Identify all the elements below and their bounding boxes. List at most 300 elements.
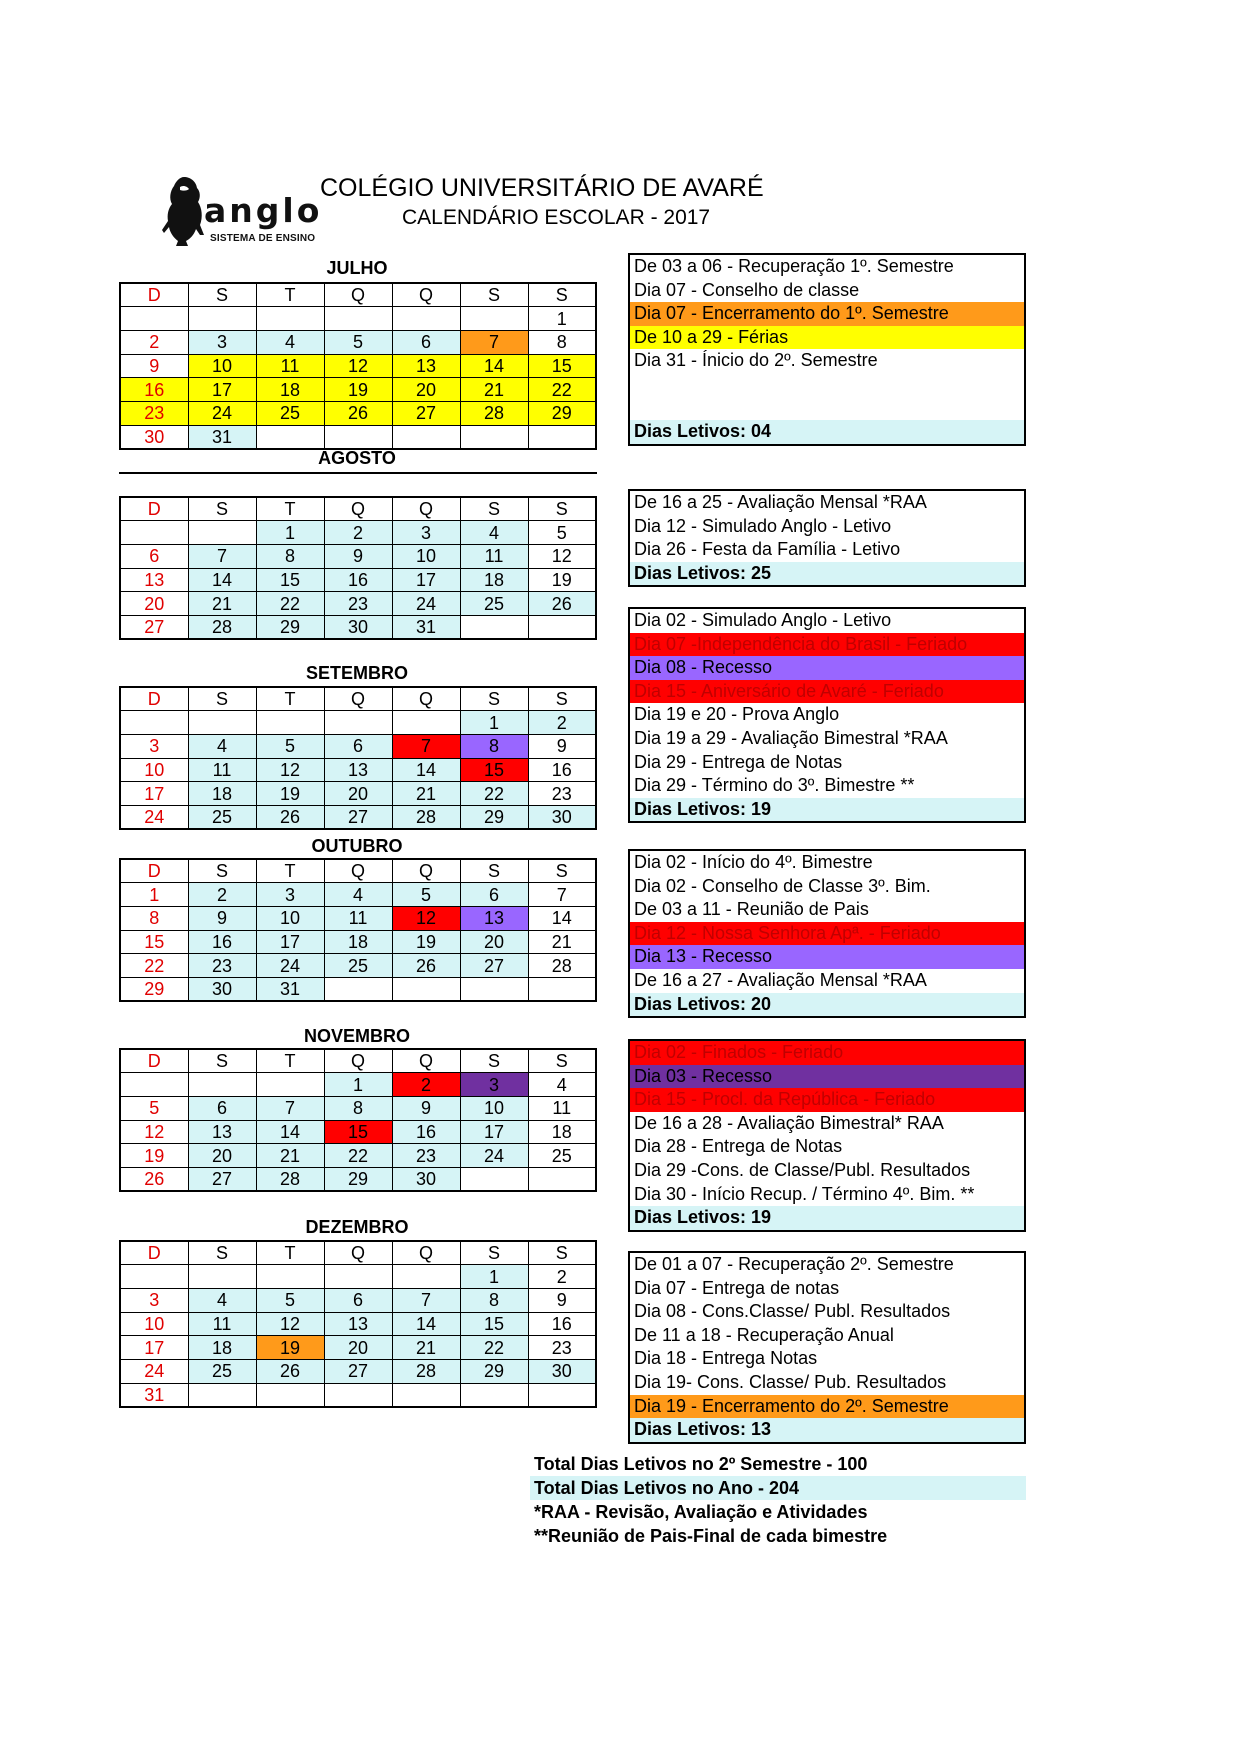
weekday-header: D (120, 687, 188, 711)
day-cell: 10 (256, 906, 324, 930)
weekday-header: Q (392, 687, 460, 711)
month-title: NOVEMBRO (303, 1026, 410, 1046)
day-cell: 7 (256, 1096, 324, 1120)
day-cell: 10 (120, 758, 188, 782)
day-cell: 10 (460, 1096, 528, 1120)
day-cell: 18 (188, 1336, 256, 1360)
event-item: Dia 08 - Recesso (630, 656, 1024, 680)
day-cell: 3 (460, 1073, 528, 1097)
empty-cell (324, 307, 392, 331)
day-cell: 11 (256, 354, 324, 378)
day-cell: 9 (120, 354, 188, 378)
week-row (120, 1073, 596, 1097)
day-cell: 3 (188, 330, 256, 354)
day-cell: 29 (120, 977, 188, 1001)
week-row (120, 734, 596, 758)
weekday-header: S (528, 283, 596, 307)
day-cell: 21 (256, 1144, 324, 1168)
day-cell: 14 (460, 354, 528, 378)
day-cell: 13 (324, 1312, 392, 1336)
lion-logo-icon (160, 175, 208, 247)
empty-cell (120, 307, 188, 331)
day-cell: 28 (188, 615, 256, 639)
empty-cell (256, 1073, 324, 1097)
weekday-header: Q (324, 859, 392, 883)
weekday-header: Q (392, 1049, 460, 1073)
empty-cell (460, 615, 528, 639)
day-cell: 17 (392, 568, 460, 592)
month-divider (119, 472, 597, 474)
day-cell: 11 (188, 758, 256, 782)
day-cell: 24 (120, 805, 188, 829)
empty-cell (528, 425, 596, 449)
day-cell: 27 (324, 805, 392, 829)
day-cell: 14 (392, 1312, 460, 1336)
week-row (120, 906, 596, 930)
day-cell: 19 (120, 1144, 188, 1168)
event-item: Dia 19 a 29 - Avaliação Bimestral *RAA (634, 727, 948, 748)
day-cell: 20 (120, 592, 188, 616)
day-cell: 26 (120, 1167, 188, 1191)
day-cell: 22 (528, 378, 596, 402)
day-cell: 22 (460, 1336, 528, 1360)
weekday-header: S (188, 283, 256, 307)
day-cell: 18 (460, 568, 528, 592)
weekday-header: T (256, 283, 324, 307)
day-cell: 25 (188, 805, 256, 829)
day-cell: 15 (256, 568, 324, 592)
day-cell: 14 (392, 758, 460, 782)
day-cell: 20 (392, 378, 460, 402)
week-row (120, 1144, 596, 1168)
week-row (120, 544, 596, 568)
dias-letivos: Dias Letivos: 20 (630, 993, 1024, 1017)
empty-cell (324, 425, 392, 449)
day-cell: 24 (188, 401, 256, 425)
day-cell: 21 (392, 1336, 460, 1360)
event-box (628, 607, 1026, 823)
day-cell: 16 (528, 758, 596, 782)
day-cell: 7 (460, 330, 528, 354)
week-row (120, 568, 596, 592)
day-cell: 15 (528, 354, 596, 378)
event-item: De 16 a 25 - Avaliação Mensal *RAA (634, 492, 927, 512)
week-row (120, 1336, 596, 1360)
month-title: JULHO (326, 258, 388, 278)
weekday-header: Q (324, 497, 392, 521)
event-item: De 16 a 28 - Avaliação Bimestral* RAA (634, 1112, 944, 1133)
empty-cell (324, 1383, 392, 1407)
empty-cell (528, 615, 596, 639)
total-year: Total Dias Letivos no Ano - 204 (530, 1476, 1026, 1500)
day-cell: 27 (120, 615, 188, 639)
weekday-header: S (188, 1241, 256, 1265)
day-cell: 2 (120, 330, 188, 354)
day-cell: 9 (188, 906, 256, 930)
day-cell: 6 (324, 1288, 392, 1312)
logo-subtitle: SISTEMA DE ENSINO (210, 233, 316, 244)
week-row (120, 1288, 596, 1312)
day-cell: 12 (324, 354, 392, 378)
day-cell: 5 (324, 330, 392, 354)
week-row (120, 1265, 596, 1289)
day-cell: 28 (460, 401, 528, 425)
day-cell: 15 (120, 930, 188, 954)
week-row (120, 782, 596, 806)
day-cell: 21 (460, 378, 528, 402)
weekday-header-row (120, 283, 596, 307)
event-item: Dia 29 -Cons. de Classe/Publ. Resultados (634, 1159, 971, 1180)
day-cell: 4 (528, 1073, 596, 1097)
week-row (120, 805, 596, 829)
weekday-header: S (460, 1049, 528, 1073)
event-item: Dia 03 - Recesso (630, 1065, 1024, 1089)
weekday-header: S (528, 1241, 596, 1265)
weekday-header: S (528, 687, 596, 711)
empty-cell (528, 1167, 596, 1191)
weekday-header: S (528, 1049, 596, 1073)
empty-cell (324, 977, 392, 1001)
day-cell: 22 (324, 1144, 392, 1168)
note-reuniao: **Reunião de Pais-Final de cada bimestre (534, 1526, 888, 1546)
day-cell: 28 (528, 954, 596, 978)
empty-cell (324, 711, 392, 735)
week-row (120, 1383, 596, 1407)
event-item: Dia 28 - Entrega de Notas (634, 1136, 843, 1157)
event-item: Dia 29 - Entrega de Notas (634, 751, 843, 772)
week-row (120, 1359, 596, 1383)
day-cell: 21 (188, 592, 256, 616)
day-cell: 25 (324, 954, 392, 978)
weekday-header: S (460, 497, 528, 521)
month-grid (119, 1048, 597, 1192)
day-cell: 8 (460, 1288, 528, 1312)
month-grid (119, 282, 597, 450)
day-cell: 14 (188, 568, 256, 592)
empty-cell (460, 1167, 528, 1191)
day-cell: 1 (460, 1265, 528, 1289)
day-cell: 9 (324, 544, 392, 568)
day-cell: 6 (392, 330, 460, 354)
day-cell: 29 (528, 401, 596, 425)
week-row (120, 954, 596, 978)
week-row (120, 425, 596, 449)
month-grid (119, 858, 597, 1002)
empty-cell (188, 711, 256, 735)
day-cell: 24 (460, 1144, 528, 1168)
weekday-header: T (256, 497, 324, 521)
empty-cell (120, 1265, 188, 1289)
totals-block (530, 1452, 1026, 1548)
week-row (120, 521, 596, 545)
weekday-header: D (120, 283, 188, 307)
day-cell: 31 (120, 1383, 188, 1407)
event-item: Dia 15 - Procl. da República - Feriado (630, 1088, 1024, 1112)
empty-cell (460, 425, 528, 449)
event-item: De 03 a 11 - Reunião de Pais (634, 899, 869, 920)
weekday-header: T (256, 1049, 324, 1073)
day-cell: 18 (256, 378, 324, 402)
empty-cell (188, 521, 256, 545)
day-cell: 15 (460, 758, 528, 782)
day-cell: 27 (392, 401, 460, 425)
event-item: Dia 07 -Independência do Brasil - Feriado (630, 633, 1024, 657)
day-cell: 19 (256, 782, 324, 806)
event-item: De 03 a 06 - Recuperação 1º. Semestre (634, 256, 954, 276)
event-item: Dia 02 - Conselho de Classe 3º. Bim. (634, 875, 931, 896)
day-cell: 13 (188, 1120, 256, 1144)
day-cell: 13 (120, 568, 188, 592)
weekday-header: S (460, 283, 528, 307)
day-cell: 28 (392, 805, 460, 829)
day-cell: 6 (460, 883, 528, 907)
weekday-header: Q (324, 687, 392, 711)
weekday-header: D (120, 859, 188, 883)
weekday-header: S (188, 859, 256, 883)
day-cell: 10 (188, 354, 256, 378)
empty-cell (256, 425, 324, 449)
empty-cell (188, 1073, 256, 1097)
anglo-logo (160, 175, 323, 250)
weekday-header: T (256, 1241, 324, 1265)
weekday-header-row (120, 1241, 596, 1265)
event-item: Dia 19- Cons. Classe/ Pub. Resultados (634, 1371, 947, 1392)
event-item: Dia 31 - Ínicio do 2º. Semestre (634, 350, 878, 371)
school-name: COLÉGIO UNIVERSITÁRIO DE AVARÉ (320, 174, 764, 202)
day-cell: 23 (528, 1336, 596, 1360)
weekday-header: S (460, 1241, 528, 1265)
day-cell: 23 (392, 1144, 460, 1168)
event-item: Dia 15 - Aniversário de Avaré - Feriado (630, 680, 1024, 704)
weekday-header: T (256, 859, 324, 883)
day-cell: 18 (188, 782, 256, 806)
day-cell: 11 (188, 1312, 256, 1336)
day-cell: 12 (392, 906, 460, 930)
day-cell: 25 (188, 1359, 256, 1383)
day-cell: 4 (188, 734, 256, 758)
weekday-header: Q (392, 859, 460, 883)
day-cell: 31 (188, 425, 256, 449)
day-cell: 31 (256, 977, 324, 1001)
day-cell: 11 (324, 906, 392, 930)
day-cell: 4 (188, 1288, 256, 1312)
total-semester: Total Dias Letivos no 2º Semestre - 100 (534, 1454, 868, 1474)
event-item: Dia 02 - Simulado Anglo - Letivo (634, 610, 892, 630)
day-cell: 24 (120, 1359, 188, 1383)
week-row (120, 615, 596, 639)
day-cell: 5 (392, 883, 460, 907)
day-cell: 3 (256, 883, 324, 907)
day-cell: 9 (528, 1288, 596, 1312)
empty-cell (460, 977, 528, 1001)
day-cell: 23 (120, 401, 188, 425)
day-cell: 20 (460, 930, 528, 954)
day-cell: 10 (392, 544, 460, 568)
empty-cell (528, 1383, 596, 1407)
empty-cell (256, 1265, 324, 1289)
event-item: De 16 a 27 - Avaliação Mensal *RAA (634, 969, 927, 990)
day-cell: 5 (120, 1096, 188, 1120)
event-item: Dia 19 - Encerramento do 2º. Semestre (630, 1395, 1024, 1419)
weekday-header: S (188, 497, 256, 521)
day-cell: 13 (392, 354, 460, 378)
week-row (120, 354, 596, 378)
day-cell: 15 (324, 1120, 392, 1144)
event-item: Dia 30 - Início Recup. / Término 4º. Bim. ** (634, 1183, 975, 1204)
day-cell: 27 (324, 1359, 392, 1383)
day-cell: 28 (256, 1167, 324, 1191)
day-cell: 29 (256, 615, 324, 639)
empty-cell (392, 711, 460, 735)
day-cell: 14 (528, 906, 596, 930)
day-cell: 16 (120, 378, 188, 402)
dias-letivos: Dias Letivos: 19 (630, 798, 1024, 822)
calendar-title: CALENDÁRIO ESCOLAR - 2017 (402, 206, 711, 229)
day-cell: 4 (324, 883, 392, 907)
day-cell: 30 (324, 615, 392, 639)
empty-cell (392, 1265, 460, 1289)
day-cell: 22 (120, 954, 188, 978)
week-row (120, 401, 596, 425)
event-item: Dia 29 - Término do 3º. Bimestre ** (634, 775, 915, 796)
weekday-header-row (120, 859, 596, 883)
note-raa: *RAA - Revisão, Avaliação e Atividades (534, 1502, 868, 1522)
day-cell: 12 (528, 544, 596, 568)
day-cell: 8 (528, 330, 596, 354)
day-cell: 30 (392, 1167, 460, 1191)
day-cell: 19 (528, 568, 596, 592)
month-title: AGOSTO (318, 448, 396, 468)
day-cell: 10 (120, 1312, 188, 1336)
empty-cell (392, 425, 460, 449)
day-cell: 12 (120, 1120, 188, 1144)
day-cell: 26 (528, 592, 596, 616)
day-cell: 17 (120, 782, 188, 806)
event-item: De 11 a 18 - Recuperação Anual (634, 1324, 894, 1345)
weekday-header: Q (324, 1049, 392, 1073)
weekday-header: Q (324, 283, 392, 307)
day-cell: 12 (256, 1312, 324, 1336)
event-item: Dia 12 - Simulado Anglo - Letivo (634, 515, 892, 536)
event-item: De 10 a 29 - Férias (630, 326, 1024, 350)
day-cell: 26 (324, 401, 392, 425)
dias-letivos: Dias Letivos: 04 (630, 420, 1024, 444)
day-cell: 8 (120, 906, 188, 930)
day-cell: 20 (324, 782, 392, 806)
event-item (630, 397, 1024, 421)
event-box (628, 489, 1026, 587)
day-cell: 25 (256, 401, 324, 425)
month-grid (119, 1240, 597, 1408)
event-item: Dia 13 - Recesso (630, 945, 1024, 969)
day-cell: 13 (460, 906, 528, 930)
day-cell: 2 (392, 1073, 460, 1097)
day-cell: 17 (120, 1336, 188, 1360)
event-item: Dia 12 - Nossa Senhora Apª. - Feriado (630, 922, 1024, 946)
day-cell: 25 (528, 1144, 596, 1168)
week-row (120, 592, 596, 616)
day-cell: 8 (324, 1096, 392, 1120)
day-cell: 5 (256, 1288, 324, 1312)
week-row (120, 977, 596, 1001)
day-cell: 2 (188, 883, 256, 907)
day-cell: 1 (460, 711, 528, 735)
empty-cell (256, 711, 324, 735)
day-cell: 6 (324, 734, 392, 758)
day-cell: 30 (528, 1359, 596, 1383)
event-box (628, 253, 1026, 446)
week-row (120, 930, 596, 954)
day-cell: 30 (120, 425, 188, 449)
day-cell: 30 (528, 805, 596, 829)
week-row (120, 378, 596, 402)
weekday-header: D (120, 1049, 188, 1073)
event-item: Dia 07 - Entrega de notas (634, 1277, 840, 1298)
event-item: Dia 08 - Cons.Classe/ Publ. Resultados (634, 1301, 951, 1322)
day-cell: 19 (324, 378, 392, 402)
day-cell: 11 (528, 1096, 596, 1120)
day-cell: 2 (528, 711, 596, 735)
day-cell: 9 (528, 734, 596, 758)
day-cell: 26 (256, 1359, 324, 1383)
day-cell: 21 (392, 782, 460, 806)
day-cell: 16 (324, 568, 392, 592)
event-box (628, 1251, 1026, 1444)
day-cell: 2 (528, 1265, 596, 1289)
day-cell: 6 (120, 544, 188, 568)
day-cell: 7 (392, 734, 460, 758)
weekday-header: S (528, 497, 596, 521)
event-item: Dia 02 - Finados - Feriado (630, 1041, 1024, 1065)
day-cell: 28 (392, 1359, 460, 1383)
day-cell: 7 (392, 1288, 460, 1312)
day-cell: 26 (256, 805, 324, 829)
logo-wordmark: anglo (204, 191, 323, 230)
empty-cell (324, 1265, 392, 1289)
day-cell: 27 (460, 954, 528, 978)
day-cell: 13 (324, 758, 392, 782)
day-cell: 8 (460, 734, 528, 758)
event-item: Dia 07 - Conselho de classe (634, 279, 860, 300)
dias-letivos: Dias Letivos: 13 (630, 1418, 1024, 1442)
weekday-header: D (120, 497, 188, 521)
day-cell: 9 (392, 1096, 460, 1120)
empty-cell (120, 1073, 188, 1097)
event-item: Dia 02 - Início do 4º. Bimestre (634, 852, 873, 872)
day-cell: 27 (188, 1167, 256, 1191)
event-box (628, 1039, 1026, 1232)
day-cell: 3 (392, 521, 460, 545)
week-row (120, 1120, 596, 1144)
week-row (120, 758, 596, 782)
day-cell: 30 (188, 977, 256, 1001)
day-cell: 31 (392, 615, 460, 639)
day-cell: 17 (460, 1120, 528, 1144)
day-cell: 4 (256, 330, 324, 354)
day-cell: 4 (460, 521, 528, 545)
weekday-header: Q (324, 1241, 392, 1265)
day-cell: 17 (256, 930, 324, 954)
day-cell: 12 (256, 758, 324, 782)
week-row (120, 883, 596, 907)
month-title: OUTUBRO (311, 836, 403, 856)
day-cell: 16 (392, 1120, 460, 1144)
day-cell: 24 (392, 592, 460, 616)
day-cell: 21 (528, 930, 596, 954)
week-row (120, 711, 596, 735)
empty-cell (460, 1383, 528, 1407)
weekday-header: S (460, 859, 528, 883)
